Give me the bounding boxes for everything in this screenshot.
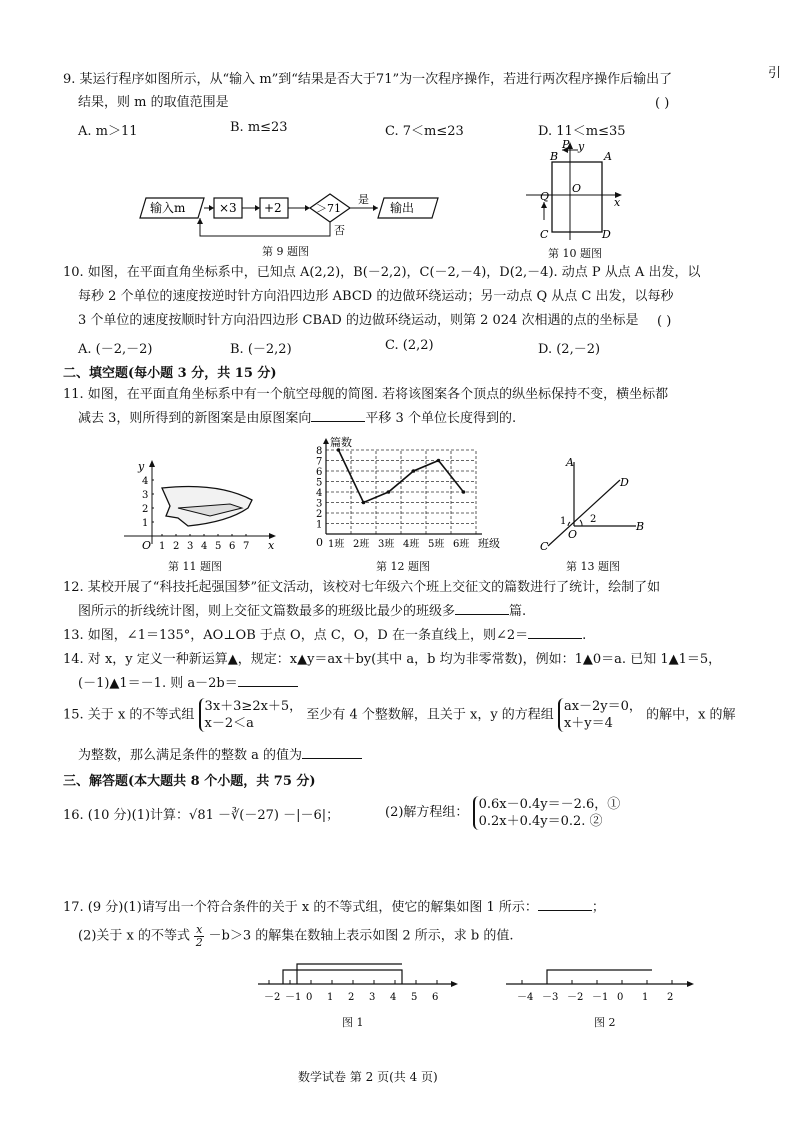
q10-option-d: D. (2,－2)	[538, 342, 601, 357]
q12-line-chart	[306, 434, 516, 556]
q10-line1: 10. 如图，在平面直角坐标系中，已知点 A(2,2)，B(－2,2)，C(－2,－4)，D(2,－4). 动点 P 从点 A 出发，以	[63, 265, 701, 280]
q11-xtick-label-4: 4	[201, 541, 208, 552]
chart-xtick-2: 3班	[378, 539, 395, 550]
q10-label-y: y	[578, 140, 585, 153]
nl1-tick-label-2: 0	[306, 992, 313, 1003]
chart-xtick-3: 4班	[403, 539, 420, 550]
q10-option-b: B. (－2,2)	[230, 342, 292, 357]
q10-figure	[522, 140, 632, 244]
nl1-bracket-left	[297, 964, 402, 984]
chart-point-1	[362, 501, 366, 505]
q17-numberline-2	[502, 958, 702, 1010]
q9-answer-paren: ( )	[655, 96, 670, 111]
q17-blank[interactable]	[538, 898, 592, 911]
q11-xtick-label-7: 7	[243, 541, 250, 552]
q10-rectangle	[552, 162, 602, 232]
nl1-tick-label-5: 3	[369, 992, 376, 1003]
q9-line2: 结果，则 m 的取值范围是	[78, 95, 229, 110]
chart-ytick-2: 2	[316, 509, 323, 520]
q12-caption: 第 12 题图	[376, 560, 430, 573]
q17-line1: 17. (9 分)(1)请写出一个符合条件的关于 x 的不等式组，使它的解集如图 1 所示： ；	[63, 900, 605, 915]
q12-line1: 12. 某校开展了“科技托起强国梦”征文活动，该校对七年级六个班上交征文的篇数进行了统计，绘制了如	[63, 580, 661, 595]
q10-answer-paren: ( )	[657, 314, 672, 329]
chart-ytick-1: 1	[316, 519, 323, 531]
q11-label-x: x	[268, 539, 275, 552]
q11-ytick-label-3: 3	[142, 490, 149, 501]
flow-output-label: 输出	[390, 201, 415, 215]
q9-option-c: C. 7＜m≤23	[385, 124, 464, 139]
nl1-tick-label-4: 2	[348, 992, 355, 1003]
nl1-tick-label-6: 4	[390, 992, 397, 1003]
q15-line2: 为整数，那么满足条件的整数 a 的值为	[78, 746, 362, 766]
chart-ytick-5: 5	[316, 477, 323, 489]
section-3-heading: 三、解答题(本大题共 8 个小题，共 75 分)	[63, 774, 316, 789]
chart-y-label: 篇数	[330, 436, 352, 449]
q11-line1: 11. 如图，在平面直角坐标系中有一个航空母舰的简图. 若将该图案各个顶点的纵坐标保持不变，横坐标都	[63, 387, 669, 402]
q10-label-x: x	[614, 196, 621, 209]
q10-label-p: P	[562, 140, 570, 151]
q13-line: 13. 如图，∠1＝135°，AO⊥OB 于点 O，点 C，O，D 在一条直线上，则∠2＝ .	[63, 628, 587, 643]
nl2-tick-label-0: －4	[517, 992, 534, 1003]
q17-fig1-caption: 图 1	[342, 1016, 364, 1029]
q17-numberline-1	[254, 958, 464, 1010]
chart-xtick-5: 6班	[453, 539, 470, 550]
q10-label-a: A	[604, 150, 612, 163]
q9-line1: 9. 某运行程序如图所示，从“输入 m”到“结果是否大于71”为一次程序操作，若进行两次程序操作后输出了	[63, 72, 673, 87]
q11-xtick-label-2: 2	[173, 541, 180, 552]
nl2-tick-label-3: －1	[592, 992, 609, 1003]
q11-ytick-label-4: 4	[142, 476, 149, 487]
nl1-tick-label-1: －1	[285, 992, 302, 1003]
q16-part2: (2)解方程组： 0.6x－0.4y＝－2.6，① 0.2x＋0.4y＝0.2. ②	[385, 797, 621, 829]
q16-part1: 16. (10 分)(1)计算：√81 －∛(－27) －|－6|；	[63, 808, 340, 823]
q11-xtick-label-6: 6	[229, 541, 236, 552]
q9-option-a: A. m＞11	[78, 124, 138, 139]
chart-ytick-4: 4	[316, 488, 323, 499]
chart-y-arrow	[323, 438, 329, 444]
q14-blank[interactable]	[238, 674, 298, 687]
q13-blank[interactable]	[528, 626, 582, 639]
chart-y-ticks	[316, 446, 322, 531]
q13-caption: 第 13 题图	[566, 560, 620, 573]
chart-ytick-7: 7	[316, 456, 323, 468]
q11-xtick-label-3: 3	[187, 541, 194, 552]
q11-figure	[118, 456, 288, 556]
q13-label-b: B	[636, 520, 645, 533]
chart-point-5	[462, 490, 466, 494]
chart-point-3	[412, 469, 416, 473]
chart-ytick-8: 8	[316, 446, 323, 457]
q13-label-o: O	[568, 528, 578, 541]
q10-option-c: C. (2,2)	[385, 338, 434, 353]
q10-line3: 3 个单位的速度按顺时针方向沿四边形 CBAD 的边做环绕运动，则第 2 024 次相遇的点的坐标是	[78, 313, 639, 328]
nl1-tick-label-3: 1	[327, 992, 334, 1003]
q12-line2: 图所示的折线统计图，则上交征文篇数最多的班级比最少的班级多 篇.	[78, 604, 527, 619]
q10-label-b: B	[550, 150, 559, 163]
chart-x-ticks	[328, 537, 469, 550]
q13-figure	[532, 450, 662, 556]
flow-no-label: 否	[334, 224, 345, 237]
flow-multiply-label: ×3	[219, 201, 237, 215]
flow-yes-label: 是	[358, 193, 369, 206]
flow-condition-label: ＞71	[316, 202, 341, 215]
q11-label-o: O	[142, 539, 152, 552]
nl2-solution-ray	[547, 970, 652, 984]
q13-label-angle1: 1	[560, 516, 567, 527]
nl2-tick-label-6: 2	[667, 992, 674, 1003]
q11-blank[interactable]	[311, 409, 365, 422]
corner-mark: 引	[768, 66, 782, 81]
q11-xtick-label-5: 5	[215, 541, 222, 552]
q17-fraction: $\frac{x}{2}$	[195, 923, 203, 949]
q11-xtick-label-1: 1	[159, 541, 166, 552]
q9-caption: 第 9 题图	[262, 245, 309, 258]
q10-label-q: Q	[540, 190, 550, 203]
nl2-tick-label-1: －3	[542, 992, 559, 1003]
nl1-bracket-right	[283, 970, 402, 984]
chart-xtick-0: 1班	[328, 539, 345, 550]
chart-grid	[326, 450, 476, 534]
chart-point-4	[437, 459, 441, 463]
nl2-tick-label-4: 0	[617, 992, 624, 1003]
q15-line1: 15. 关于 x 的不等式组 3x＋3≥2x＋5， x－2＜a 至少有 4 个整数解，且关于 x，y 的方程组 ax－2y＝0， x＋y＝4 的解中，x 的解	[63, 699, 736, 731]
q11-x-ticks	[159, 534, 249, 552]
q10-option-a: A. (－2,－2)	[78, 342, 153, 357]
q13-label-c: C	[540, 540, 549, 553]
nl2-tick-label-5: 1	[642, 992, 649, 1003]
section-2-heading: 二、填空题(每小题 3 分，共 15 分)	[63, 366, 277, 381]
flow-input-label: 输入m	[150, 201, 186, 215]
nl2-tick-label-2: －2	[567, 992, 584, 1003]
q11-caption: 第 11 题图	[168, 560, 222, 573]
q11-ytick-label-2: 2	[142, 504, 149, 515]
chart-xtick-4: 5班	[428, 539, 445, 550]
chart-xtick-1: 2班	[353, 539, 370, 550]
q9-option-d: D. 11＜m≤35	[538, 124, 626, 139]
page-footer: 数学试卷 第 2 页(共 4 页)	[298, 1070, 438, 1084]
chart-origin-label: 0	[316, 536, 323, 549]
q9-option-b: B. m≤23	[230, 120, 288, 135]
flow-add-label: +2	[264, 201, 282, 215]
q17-line2: (2)关于 x 的不等式 $\frac{x}{2}$ －b＞3 的解集在数轴上表示如图 2 所示，求 b 的值.	[78, 923, 514, 949]
q12-blank[interactable]	[455, 602, 509, 615]
q13-label-angle2: 2	[590, 514, 597, 525]
q11-line2: 减去 3，则所得到的新图案是由原图案向 平移 3 个单位长度得到的.	[78, 411, 517, 426]
q11-ytick-label-1: 1	[142, 518, 149, 529]
q10-line2: 每秒 2 个单位的速度按逆时针方向沿四边形 ABCD 的边做环绕运动；另一动点 Q 从点 C 出发，以每秒	[78, 289, 674, 304]
chart-ytick-3: 3	[316, 498, 323, 510]
q10-label-c: C	[540, 228, 549, 241]
q15-equation-system: ax－2y＝0， x＋y＝4	[558, 698, 642, 732]
q11-label-y: y	[138, 460, 145, 473]
q15-inequality-system: 3x＋3≥2x＋5， x－2＜a	[199, 698, 303, 732]
q14-line2: (－1)▲1＝－1. 则 a－2b＝	[78, 674, 298, 694]
q14-line1: 14. 对 x，y 定义一种新运算▲，规定：x▲y＝ax＋by(其中 a，b 均为非零常数)，例如：1▲0＝a. 已知 1▲1＝5，	[63, 652, 722, 667]
q9-flowchart	[138, 190, 448, 240]
nl1-tick-label-7: 5	[411, 992, 418, 1003]
nl1-tick-label-0: －2	[264, 992, 281, 1003]
q10-label-d: D	[602, 228, 611, 241]
q10-caption: 第 10 题图	[548, 247, 602, 260]
q13-label-d: D	[620, 476, 629, 489]
q16-equation-system: 0.6x－0.4y＝－2.6，① 0.2x＋0.4y＝0.2. ②	[473, 796, 621, 830]
q10-label-o: O	[572, 182, 582, 195]
q15-blank[interactable]	[302, 746, 362, 759]
chart-point-2	[387, 490, 391, 494]
q13-label-a: A	[566, 456, 574, 469]
q17-fig2-caption: 图 2	[594, 1016, 616, 1029]
chart-x-label: 班级	[478, 537, 500, 550]
nl1-tick-label-8: 6	[432, 992, 439, 1003]
chart-ytick-6: 6	[316, 467, 323, 478]
